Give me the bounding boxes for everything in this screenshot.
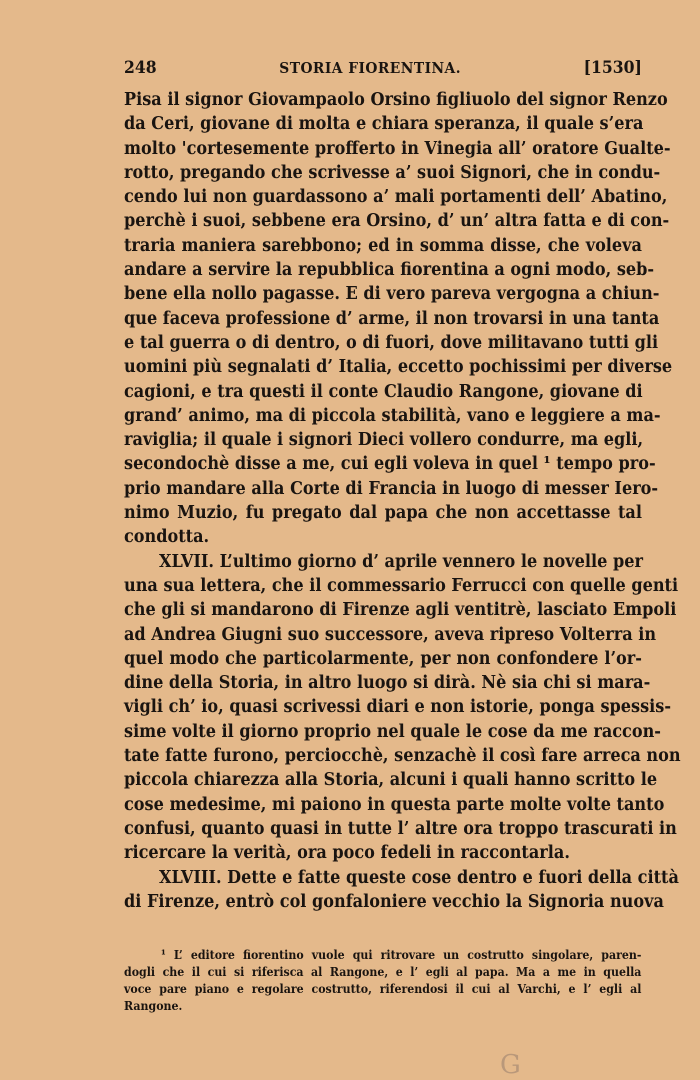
text-line: cose medesime, mi paiono in questa parte molte volte tanto	[124, 794, 665, 815]
footnote-line: dogli che il cui si riferisca al Rangone, e l’ egli al papa. Ma a me in quella	[124, 964, 642, 979]
footnote-line: ¹ L’ editore fiorentino vuole qui ritrovare un costrutto singolare, paren-	[160, 947, 642, 962]
text-line: ricercare la verità, ora poco fedeli in raccontarla.	[124, 843, 570, 864]
text-line: bene ella nollo pagasse. E di vero pareva vergogna a chiun-	[124, 284, 660, 305]
text-line: condotta.	[124, 527, 210, 548]
text-line: che gli si mandarono di Firenze agli ventitrè, lasciato Empoli	[124, 600, 677, 621]
text-line: sime volte il giorno proprio nel quale le cose da me raccon-	[124, 721, 661, 742]
text-line: grand’ animo, ma di piccola stabilità, vano e leggiere a ma-	[124, 405, 661, 426]
text-line: una sua lettera, che il commessario Ferrucci con quelle genti	[124, 575, 679, 596]
text-line: dine della Storia, in altro luogo si dirà. Nè sia chi si mara-	[124, 673, 651, 694]
text-line: e tal guerra o di dentro, o di fuori, dove militavano tutti gli	[124, 332, 659, 353]
text-line: cagioni, e tra questi il conte Claudio Rangone, giovane di	[124, 381, 643, 402]
text-line: perchè i suoi, sebbene era Orsino, d’ un’ altra fatta e di con-	[124, 211, 670, 232]
text-line: secondochè disse a me, cui egli voleva in quel ¹ tempo pro-	[124, 454, 656, 475]
text-line: vigli ch’ io, quasi scrivessi diari e non istorie, ponga spessis-	[124, 697, 672, 718]
text-line: da Ceri, giovane di molta e chiara speranza, il quale s’era	[124, 114, 644, 135]
text-line: Pisa il signor Giovampaolo Orsino figliuolo del signor Renzo	[124, 90, 668, 110]
text-line: XLVIII. Dette e fatte queste cose dentro e fuori della città	[158, 867, 679, 888]
text-line: ad Andrea Giugni suo successore, aveva ripreso Volterra in	[124, 624, 657, 645]
text-line: confusi, quanto quasi in tutte l’ altre ora troppo trascurati in	[124, 818, 677, 839]
page-number: 248	[124, 58, 157, 78]
text-line: nimo Muzio, fu pregato dal papa che non accettasse tal	[124, 503, 642, 524]
text-line: uomini più segnalati d’ Italia, eccetto pochissimi per diverse	[124, 357, 673, 378]
footnote	[124, 946, 642, 1014]
google-watermark: G	[500, 1050, 521, 1080]
text-line: XLVII. L’ultimo giorno d’ aprile vennero le novelle per	[158, 551, 643, 572]
page-content	[124, 58, 681, 914]
text-line: que faceva professione d’ arme, il non trovarsi in una tanta	[124, 308, 660, 329]
text-line: quel modo che particolarmente, per non confondere l’or-	[124, 648, 642, 669]
text-line: rotto, pregando che scrivesse a’ suoi Signori, che in condu-	[124, 162, 661, 183]
text-line: andare a servire la repubblica fiorentina a ogni modo, seb-	[124, 260, 655, 281]
text-line: traria maniera sarebbono; ed in somma disse, che voleva	[124, 235, 642, 256]
text-line: prio mandare alla Corte di Francia in luogo di messer Iero-	[124, 478, 659, 499]
body-text	[124, 88, 681, 914]
running-title: STORIA FIORENTINA.	[279, 59, 461, 77]
text-line: di Firenze, entrò col gonfaloniere vecchio la Signoria nuova	[124, 891, 664, 912]
text-line: cendo lui non guardassono a’ mali portamenti dell’ Abatino,	[124, 187, 668, 208]
text-line: raviglia; il quale i signori Dieci vollero condurre, ma egli,	[124, 430, 644, 451]
text-line: tate fatte furono, perciocchè, senzachè il così fare arreca non	[124, 746, 681, 767]
text-line: piccola chiarezza alla Storia, alcuni i quali hanno scritto le	[124, 770, 658, 791]
text-line: molto 'cortesemente profferto in Vinegia all’ oratore Gualte-	[124, 138, 671, 159]
year-marker: [1530]	[583, 58, 642, 78]
footnote-line: Rangone.	[124, 998, 183, 1013]
running-header	[124, 58, 642, 86]
footnote-line: voce pare piano e regolare costrutto, riferendosi il cui al Varchi, e l’ egli al	[124, 981, 642, 996]
